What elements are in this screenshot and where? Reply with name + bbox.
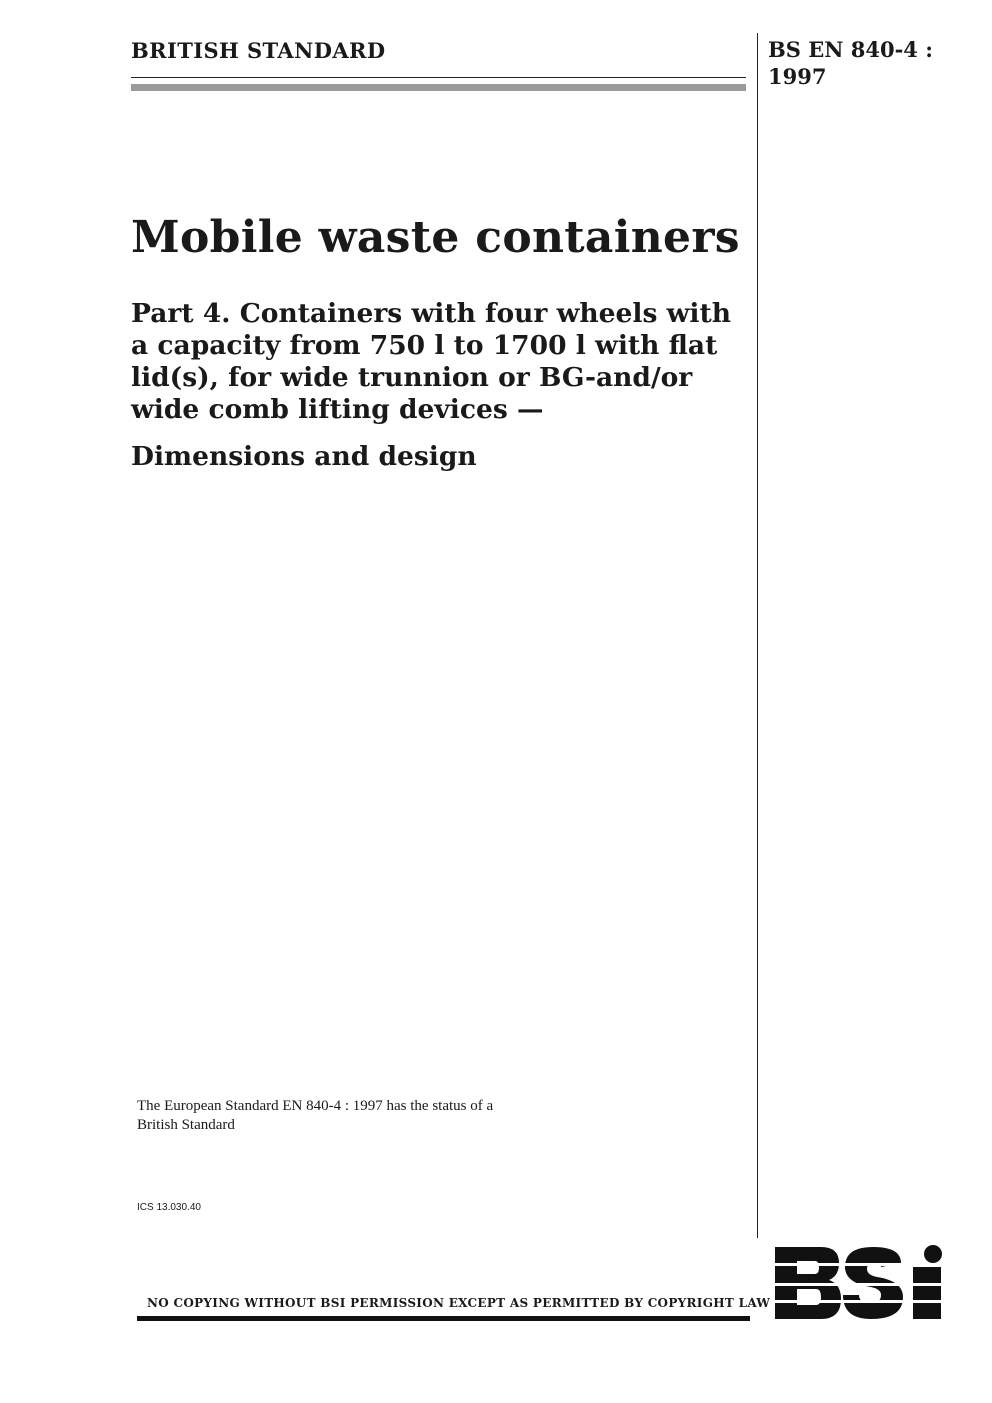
copyright-notice: NO COPYING WITHOUT BSI PERMISSION EXCEPT AS PERMITTED BY COPYRIGHT LAW bbox=[147, 1296, 771, 1310]
status-note-line1: The European Standard EN 840-4 : 1997 has the status of a bbox=[137, 1098, 494, 1114]
header-divider-thick bbox=[131, 84, 746, 91]
subtitle-line: Part 4. Containers with four wheels with bbox=[131, 298, 731, 329]
status-note-line2: British Standard bbox=[137, 1117, 235, 1133]
standard-number bbox=[768, 36, 933, 90]
document-sub-heading: Dimensions and design bbox=[131, 441, 477, 472]
standard-number-line1: BS EN 840-4 : bbox=[768, 37, 933, 62]
subtitle-line: a capacity from 750 l to 1700 l with flat bbox=[131, 330, 718, 361]
vertical-divider bbox=[757, 33, 758, 1238]
header-divider-thin bbox=[131, 77, 746, 78]
standard-number-line2: 1997 bbox=[768, 64, 827, 89]
document-title: Mobile waste containers bbox=[131, 212, 740, 263]
footer-divider bbox=[137, 1316, 750, 1321]
subtitle-line: wide comb lifting devices — bbox=[131, 394, 544, 425]
status-note bbox=[137, 1097, 493, 1135]
bsi-logo-icon bbox=[773, 1243, 949, 1321]
document-subtitle bbox=[131, 298, 746, 426]
subtitle-line: lid(s), for wide trunnion or BG-and/or bbox=[131, 362, 693, 393]
header-label: BRITISH STANDARD bbox=[131, 38, 386, 63]
ics-code: ICS 13.030.40 bbox=[137, 1202, 201, 1213]
